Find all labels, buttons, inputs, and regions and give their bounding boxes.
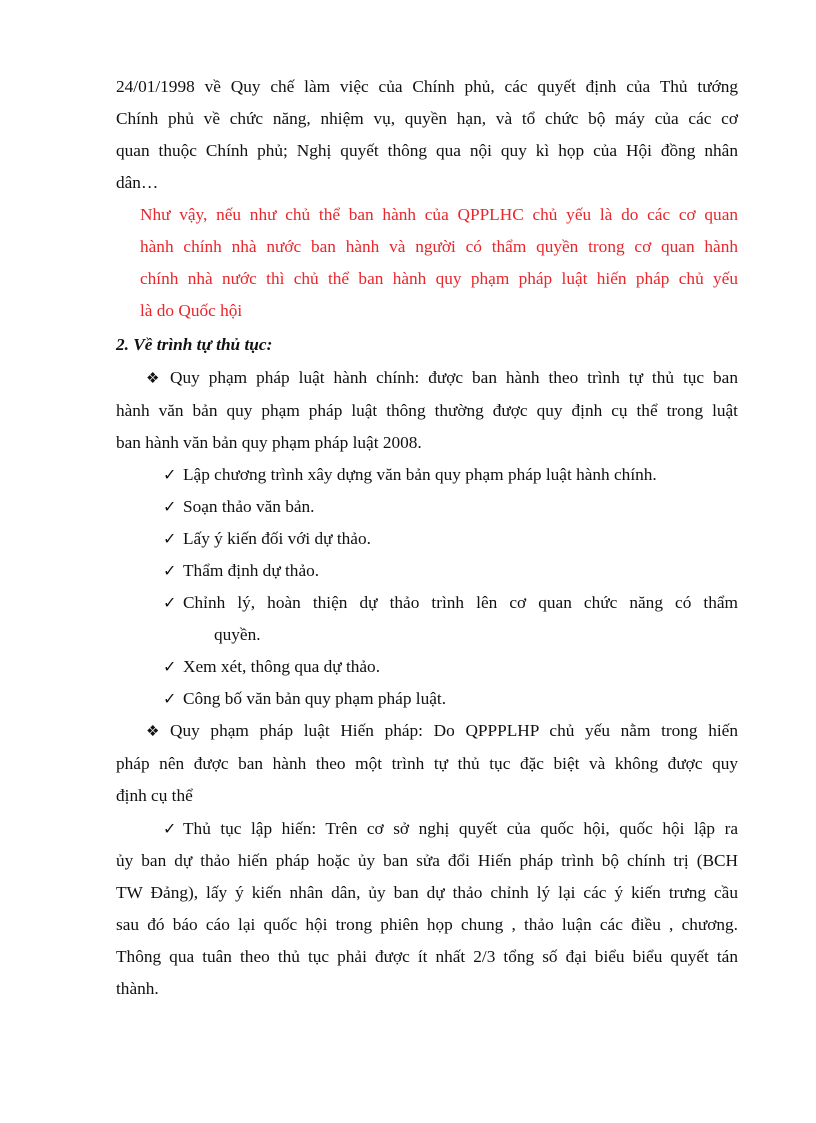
procedure-line: thành. <box>116 979 159 998</box>
intro-line: Chính phủ về chức năng, nhiệm vụ, quyền hạn, và tổ chức bộ máy của các cơ <box>116 109 738 128</box>
list-item <box>163 528 371 550</box>
checkmark-icon: ✓ <box>163 467 177 484</box>
list-item-continuation: quyền. <box>214 625 261 644</box>
list-item-text: Lấy ý kiến đối với dự thảo. <box>183 529 371 548</box>
list-item <box>163 592 738 614</box>
checkmark-icon: ✓ <box>163 563 177 580</box>
intro-line: 24/01/1998 về Quy chế làm việc của Chính phủ, các quyết định của Thủ tướng <box>116 77 738 96</box>
procedure-line: sau đó báo cáo lại quốc hội trong phiên họp chung , thảo luận các điều , chương. <box>116 915 738 934</box>
checkmark-icon: ✓ <box>163 499 177 516</box>
checkmark-icon: ✓ <box>163 691 177 708</box>
list-item <box>163 688 446 710</box>
bullet-line <box>146 367 738 389</box>
checkmark-icon: ✓ <box>163 531 177 548</box>
checkmark-icon: ✓ <box>163 659 177 676</box>
diamond-bullet-icon: ❖ <box>146 724 160 740</box>
list-item-text: Lập chương trình xây dựng văn bản quy phạm pháp luật hành chính. <box>183 465 657 484</box>
diamond-bullet-icon: ❖ <box>146 371 160 387</box>
highlight-line: Như vậy, nếu như chủ thể ban hành của QPPLHC chủ yếu là do các cơ quan <box>140 205 738 224</box>
intro-line: dân… <box>116 173 159 192</box>
list-item <box>163 496 315 518</box>
procedure-line: TW Đảng), lấy ý kiến nhân dân, ủy ban dự thảo chỉnh lý lại các ý kiến trưng cầu <box>116 883 738 902</box>
highlight-line: hành chính nhà nước ban hành và người có thẩm quyền trong cơ quan hành <box>140 237 738 256</box>
highlight-line: là do Quốc hội <box>140 301 243 320</box>
intro-line: quan thuộc Chính phủ; Nghị quyết thông qua nội quy kì họp của Hội đồng nhân <box>116 141 738 160</box>
procedure-text: Thủ tục lập hiến: Trên cơ sở nghị quyết của quốc hội, quốc hội lập ra <box>183 819 738 838</box>
list-item-text: Xem xét, thông qua dự thảo. <box>183 657 381 676</box>
procedure-line <box>163 818 738 840</box>
bullet-line: pháp nên được ban hành theo một trình tự thủ tục đặc biệt và không được quy <box>116 754 738 773</box>
list-item <box>163 656 380 678</box>
bullet-line: ban hành văn bản quy phạm pháp luật 2008. <box>116 433 422 452</box>
section-heading: 2. Về trình tự thủ tục: <box>116 335 273 354</box>
bullet-line: hành văn bản quy phạm pháp luật thông thường được quy định cụ thể trong luật <box>116 401 738 420</box>
list-item-text: Công bố văn bản quy phạm pháp luật. <box>183 689 447 708</box>
bullet-line: định cụ thể <box>116 786 193 805</box>
list-item-text: Thẩm định dự thảo. <box>183 561 320 580</box>
highlight-line: chính nhà nước thì chủ thể ban hành quy phạm pháp luật hiến pháp chủ yếu <box>140 269 738 288</box>
procedure-line: Thông qua tuân theo thủ tục phải được ít nhất 2/3 tổng số đại biểu biểu quyết tán <box>116 947 738 966</box>
bullet-text: Quy phạm pháp luật hành chính: được ban hành theo trình tự thủ tục ban <box>170 368 738 387</box>
procedure-line: ủy ban dự thảo hiến pháp hoặc ủy ban sửa đổi Hiến pháp trình bộ chính trị (BCH <box>116 851 738 870</box>
checkmark-icon: ✓ <box>163 595 177 612</box>
list-item <box>163 560 319 582</box>
list-item-text: Chỉnh lý, hoàn thiện dự thảo trình lên cơ quan chức năng có thẩm <box>183 593 738 612</box>
list-item-text: Soạn thảo văn bản. <box>183 497 315 516</box>
list-item <box>163 464 657 486</box>
bullet-line <box>146 720 738 742</box>
checkmark-icon: ✓ <box>163 821 177 838</box>
bullet-text: Quy phạm pháp luật Hiến pháp: Do QPPPLHP chủ yếu nằm trong hiến <box>170 721 738 740</box>
